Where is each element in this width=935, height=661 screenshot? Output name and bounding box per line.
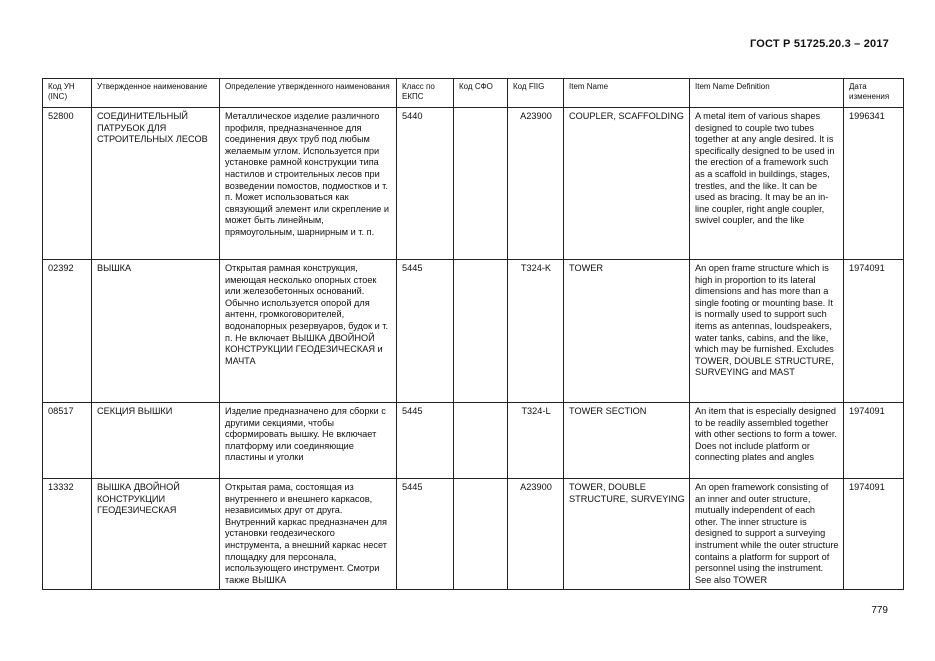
cell-inc: 02392 xyxy=(43,260,92,403)
cell-item-definition: An open frame structure which is high in proportion to its lateral dimensions and has more than a single footing or mounting base. It is normally used to support such items as antennas, loudspeakers, water tanks, cabins, and the like, which may be furnished. Excludes TOWER, DOUBLE STRUCTURE, SURVEYING and MAST xyxy=(690,260,844,403)
cell-definition: Открытая рамная конструкция, имеющая несколько опорных стоек или железобетонных оснований. Обычно используется опорой для антенн, громкоговорителей, водонапорных резервуаров, будок и т. п. Не включает ВЫШКА ДВОЙНОЙ КОНСТРУКЦИИ ГЕОДЕЗИЧЕСКАЯ и МАЧТА xyxy=(220,260,397,403)
cell-inc: 52800 xyxy=(43,108,92,260)
cell-class: 5445 xyxy=(397,260,454,403)
cell-approved-name: ВЫШКА xyxy=(92,260,220,403)
column-header-approved-name: Утвержденное наименование xyxy=(92,79,220,108)
column-header-fiig: Код FIIG xyxy=(508,79,564,108)
cell-class: 5445 xyxy=(397,479,454,590)
cell-item-definition: An item that is especially designed to be readily assembled together with other sections to form a tower. Does not include platform or connecting plates and angles xyxy=(690,403,844,479)
column-header-date: Дата изменения xyxy=(844,79,904,108)
column-header-inc: Код УН (INC) xyxy=(43,79,92,108)
table-row xyxy=(43,403,904,479)
cell-sfo xyxy=(454,260,508,403)
cell-date: 1974091 xyxy=(844,479,904,590)
cell-fiig: A23900 xyxy=(508,108,564,260)
cell-sfo xyxy=(454,403,508,479)
column-header-item-name: Item Name xyxy=(564,79,690,108)
cell-inc: 13332 xyxy=(43,479,92,590)
document-standard-header: ГОСТ Р 51725.20.3 – 2017 xyxy=(749,38,889,50)
catalog-table xyxy=(42,78,904,590)
table-row xyxy=(43,260,904,403)
cell-sfo xyxy=(454,108,508,260)
cell-definition: Открытая рама, состоящая из внутреннего и внешнего каркасов, независимых друг от друга. Внутренний каркас предназначен для установки геодезического инструмента, а внешний каркас несет площадку для персонала, использующего инструмент. Смотри также ВЫШКА xyxy=(220,479,397,590)
cell-date: 1974091 xyxy=(844,403,904,479)
cell-class: 5445 xyxy=(397,403,454,479)
column-header-class: Класс по ЕКПС xyxy=(397,79,454,108)
table-row xyxy=(43,108,904,260)
cell-fiig: T324-K xyxy=(508,260,564,403)
cell-item-definition: A metal item of various shapes designed to couple two tubes together at any angle desired. It is specifically designed to be used in the erection of a framework such as a scaffold in buildings, stages, trestles, and the like. It can be used as bracing. It may be an in-line coupler, right angle coupler, swivel coupler, and the like xyxy=(690,108,844,260)
cell-item-name: TOWER, DOUBLE STRUCTURE, SURVEYING xyxy=(564,479,690,590)
cell-item-definition: An open framework consisting of an inner and outer structure, mutually independent of each other. The inner structure is designed to support a surveying instrument while the outer structure contains a platform for support of personnel using the instrument. See also TOWER xyxy=(690,479,844,590)
page-number: 779 xyxy=(871,605,888,616)
cell-fiig: A23900 xyxy=(508,479,564,590)
cell-date: 1996341 xyxy=(844,108,904,260)
cell-item-name: TOWER xyxy=(564,260,690,403)
column-header-item-definition: Item Name Definition xyxy=(690,79,844,108)
table-header-row xyxy=(43,79,904,108)
cell-sfo xyxy=(454,479,508,590)
cell-approved-name: СОЕДИНИТЕЛЬНЫЙ ПАТРУБОК ДЛЯ СТРОИТЕЛЬНЫХ ЛЕСОВ xyxy=(92,108,220,260)
cell-approved-name: СЕКЦИЯ ВЫШКИ xyxy=(92,403,220,479)
cell-definition: Изделие предназначено для сборки с другими секциями, чтобы сформировать вышку. Не включает платформу или соединяющие пластины и уголки xyxy=(220,403,397,479)
cell-fiig: T324-L xyxy=(508,403,564,479)
cell-date: 1974091 xyxy=(844,260,904,403)
cell-inc: 08517 xyxy=(43,403,92,479)
column-header-sfo: Код СФО xyxy=(454,79,508,108)
table-row xyxy=(43,479,904,590)
cell-definition: Металлическое изделие различного профиля, предназначенное для соединения двух труб под любым желаемым углом. Используется при установке рамной конструкции типа настилов и строительных лесов при возведении помостов, подмостков и т. п. Может использоваться как связующий элемент или скрепление и может быть линейным, прямоугольным, шарнирным и т. п. xyxy=(220,108,397,260)
cell-item-name: TOWER SECTION xyxy=(564,403,690,479)
cell-item-name: COUPLER, SCAFFOLDING xyxy=(564,108,690,260)
cell-class: 5440 xyxy=(397,108,454,260)
column-header-definition: Определение утвержденного наименования xyxy=(220,79,397,108)
cell-approved-name: ВЫШКА ДВОЙНОЙ КОНСТРУКЦИИ ГЕОДЕЗИЧЕСКАЯ xyxy=(92,479,220,590)
